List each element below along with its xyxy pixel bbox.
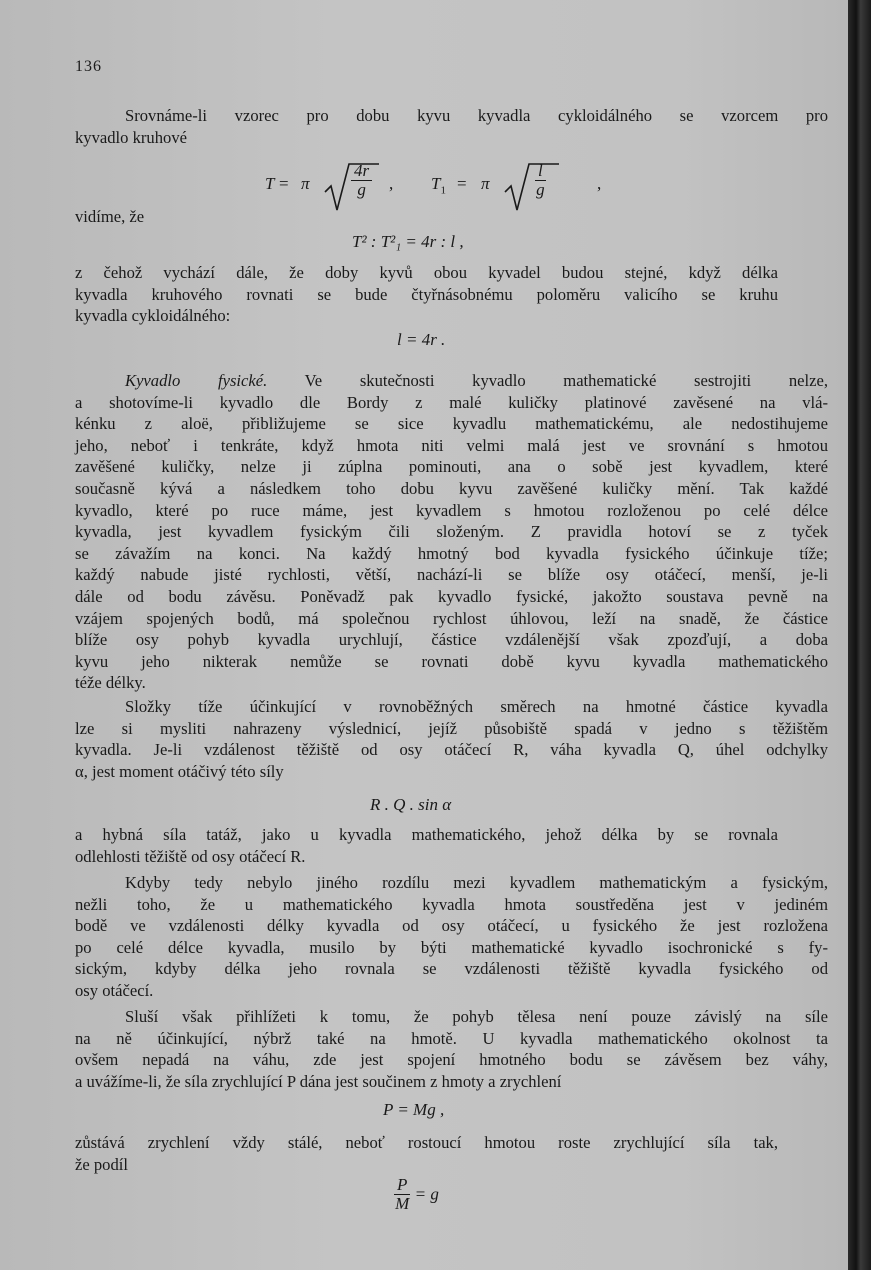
section-heading: Kyvadlo fysické. bbox=[125, 371, 268, 390]
text-line: kyvadlo, které po ruce máme, jest kyvadlem s hmotou rozloženou po celé délce bbox=[75, 500, 828, 520]
text-line: na ně účinkující, nýbrž také na hmotě. U kyvadla mathematického okolnost ta bbox=[75, 1028, 828, 1048]
text-line: současně kývá a následkem toho dobu kyvu zavěšené kuličky mění. Tak každé bbox=[75, 478, 828, 498]
text-line: kyvadla, jest kyvadlem fysickým čili složeným. Z pravidla hotoví se z tyček bbox=[75, 522, 828, 542]
text-line: blíže osy pohyb kyvadla urychlují, částice vzdálenější však zpozďují, a doba bbox=[75, 630, 828, 650]
paragraph-6 bbox=[75, 872, 828, 1002]
denominator: M bbox=[395, 1194, 410, 1213]
eq-T: T bbox=[265, 174, 275, 193]
denominator: g bbox=[536, 180, 545, 199]
text-line: Kyvadlo fysické. Ve skutečnosti kyvadlo mathematické sestrojiti nelze, bbox=[125, 371, 828, 390]
text-line: Sluší však přihlížeti k tomu, že pohyb tělesa není pouze závislý na síle bbox=[125, 1007, 828, 1026]
paragraph-1 bbox=[75, 105, 828, 148]
text-line: nežli toho, že u mathematického kyvadla hmota soustředěna jest v jediném bbox=[75, 894, 828, 914]
text-line: kyvadla. Je-li vzdálenost těžiště od osy otáčecí R, váha kyvadla Q, úhel odchylky bbox=[75, 740, 828, 760]
page-number: 136 bbox=[75, 58, 102, 75]
eq-pi: π bbox=[301, 174, 310, 193]
fraction-l-g bbox=[535, 162, 546, 199]
eq-equals-2: = bbox=[457, 174, 467, 193]
text-line: kyvadla kruhového rovnati se bude čtyřnásobnému poloměru valicího se kruhu bbox=[75, 284, 778, 304]
eq-T1: $T_1$ bbox=[431, 174, 446, 197]
text-line: zavěšené kuličky, nelze ji zúplna pominouti, ana o sobě jest kyvadlem, které bbox=[75, 457, 828, 477]
eq-equals: = bbox=[279, 174, 289, 193]
numerator: 4r bbox=[351, 162, 372, 181]
text-line: Kdyby tedy nebylo jiného rozdílu mezi kyvadlem mathematickým a fysickým, bbox=[125, 873, 828, 892]
text-line: vzájem spojených bodů, má společnou rychlost úhlovou, leží na snadě, že částice bbox=[75, 608, 828, 628]
text-line: a uvážíme-li, že síla zrychlující P dána jest součinem z hmoty a zrychlení bbox=[75, 1071, 562, 1091]
eq-pi-2: π bbox=[481, 174, 490, 193]
equation-moment: R . Q . sin α bbox=[370, 795, 452, 814]
text-line: kyvu jeho nikterak nemůže se rovnati době kyvu kyvadla mathematického bbox=[75, 651, 828, 671]
text-line: Složky tíže účinkující v rovnoběžných směrech na hmotné částice kyvadla bbox=[125, 697, 828, 716]
vidime-line: vidíme, že bbox=[75, 207, 145, 226]
paragraph-8 bbox=[75, 1132, 778, 1175]
numerator: l bbox=[535, 162, 546, 181]
text-line: bodě ve vzdálenosti délky kyvadla od osy otáčecí, u fysického že jest rozložena bbox=[75, 916, 828, 936]
text-line: Srovnáme-li vzorec pro dobu kyvu kyvadla cykloidálného se vzorcem pro bbox=[125, 106, 828, 125]
text-line: osy otáčecí. bbox=[75, 980, 154, 1000]
text-line: jeho, neboť i tenkráte, když hmota niti velmi malá jest ve srovnání s hmotou bbox=[75, 435, 828, 455]
paragraph-7 bbox=[75, 1006, 828, 1092]
text-line: se závažím na konci. Na každý hmotný bod kyvadla fysického účinkuje tíže; bbox=[75, 543, 828, 563]
page-binding-edge bbox=[848, 0, 871, 1270]
text-line: zůstává zrychlení vždy stálé, neboť rostoucí hmotou roste zrychlující síla tak, bbox=[75, 1133, 778, 1152]
equation-ratio: T² : T²₁ = 4r : l , bbox=[352, 232, 464, 251]
equation-ratio-g bbox=[394, 1176, 439, 1213]
text-line: lze si mysliti nahrazeny výslednicí, jejíž působiště spadá v jedno s těžištěm bbox=[75, 718, 828, 738]
paragraph-2 bbox=[75, 262, 778, 327]
text-line: každý nabude jisté rychlosti, větší, nachází-li se blíže osy otáčecí, menší, je-li bbox=[75, 565, 828, 585]
numerator: P bbox=[394, 1176, 410, 1195]
text-line: odlehlosti těžiště od osy otáčecí R. bbox=[75, 846, 306, 866]
text-line: že podíl bbox=[75, 1154, 128, 1174]
paragraph-3 bbox=[75, 370, 828, 694]
equation-l-4r: l = 4r . bbox=[397, 330, 446, 349]
eq-comma-2: , bbox=[597, 174, 602, 193]
text-line: po celé délce kyvadla, musilo by býti mathematické kyvadlo isochronické s fy- bbox=[75, 937, 828, 957]
text-line: a hybná síla tatáž, jako u kyvadla mathematického, jehož délka by se rovnala bbox=[75, 825, 778, 844]
eq-comma: , bbox=[389, 174, 394, 193]
text-line: kyvadlo kruhové bbox=[75, 127, 187, 147]
text-line: sickým, kdyby délka jeho rovnala se vzdálenosti těžiště kyvadla fysického od bbox=[75, 959, 828, 979]
text-line: α, jest moment otáčivý této síly bbox=[75, 761, 284, 781]
text-line: dále od bodu závěsu. Poněvadž pak kyvadlo fysické, jakožto soustava pevně na bbox=[75, 586, 828, 606]
denominator: g bbox=[357, 180, 366, 199]
equation-force: P = Mg , bbox=[383, 1100, 445, 1119]
text-line: z čehož vychází dále, že doby kyvů obou kyvadel budou stejné, když délka bbox=[75, 263, 778, 282]
paragraph-4 bbox=[75, 696, 828, 782]
text-line: ovšem nepadá na váhu, zde jest spojení hmotného bodu se závěsem bez váhy, bbox=[75, 1050, 828, 1070]
text-line: kyvadla cykloidálného: bbox=[75, 306, 231, 326]
text-line: téže délky. bbox=[75, 673, 146, 693]
fraction-P-M bbox=[394, 1176, 410, 1213]
text-line: kénku z aloë, přibližujeme se sice kyvadlu mathematickému, ale nedostihujeme bbox=[75, 414, 828, 434]
text-line: a shotovíme-li kyvadlo dle Bordy z malé kuličky platinové zavěsené na vlá- bbox=[75, 392, 828, 412]
eq-rhs: = g bbox=[414, 1184, 439, 1204]
paragraph-5 bbox=[75, 824, 778, 867]
fraction-4r-g bbox=[351, 162, 372, 199]
